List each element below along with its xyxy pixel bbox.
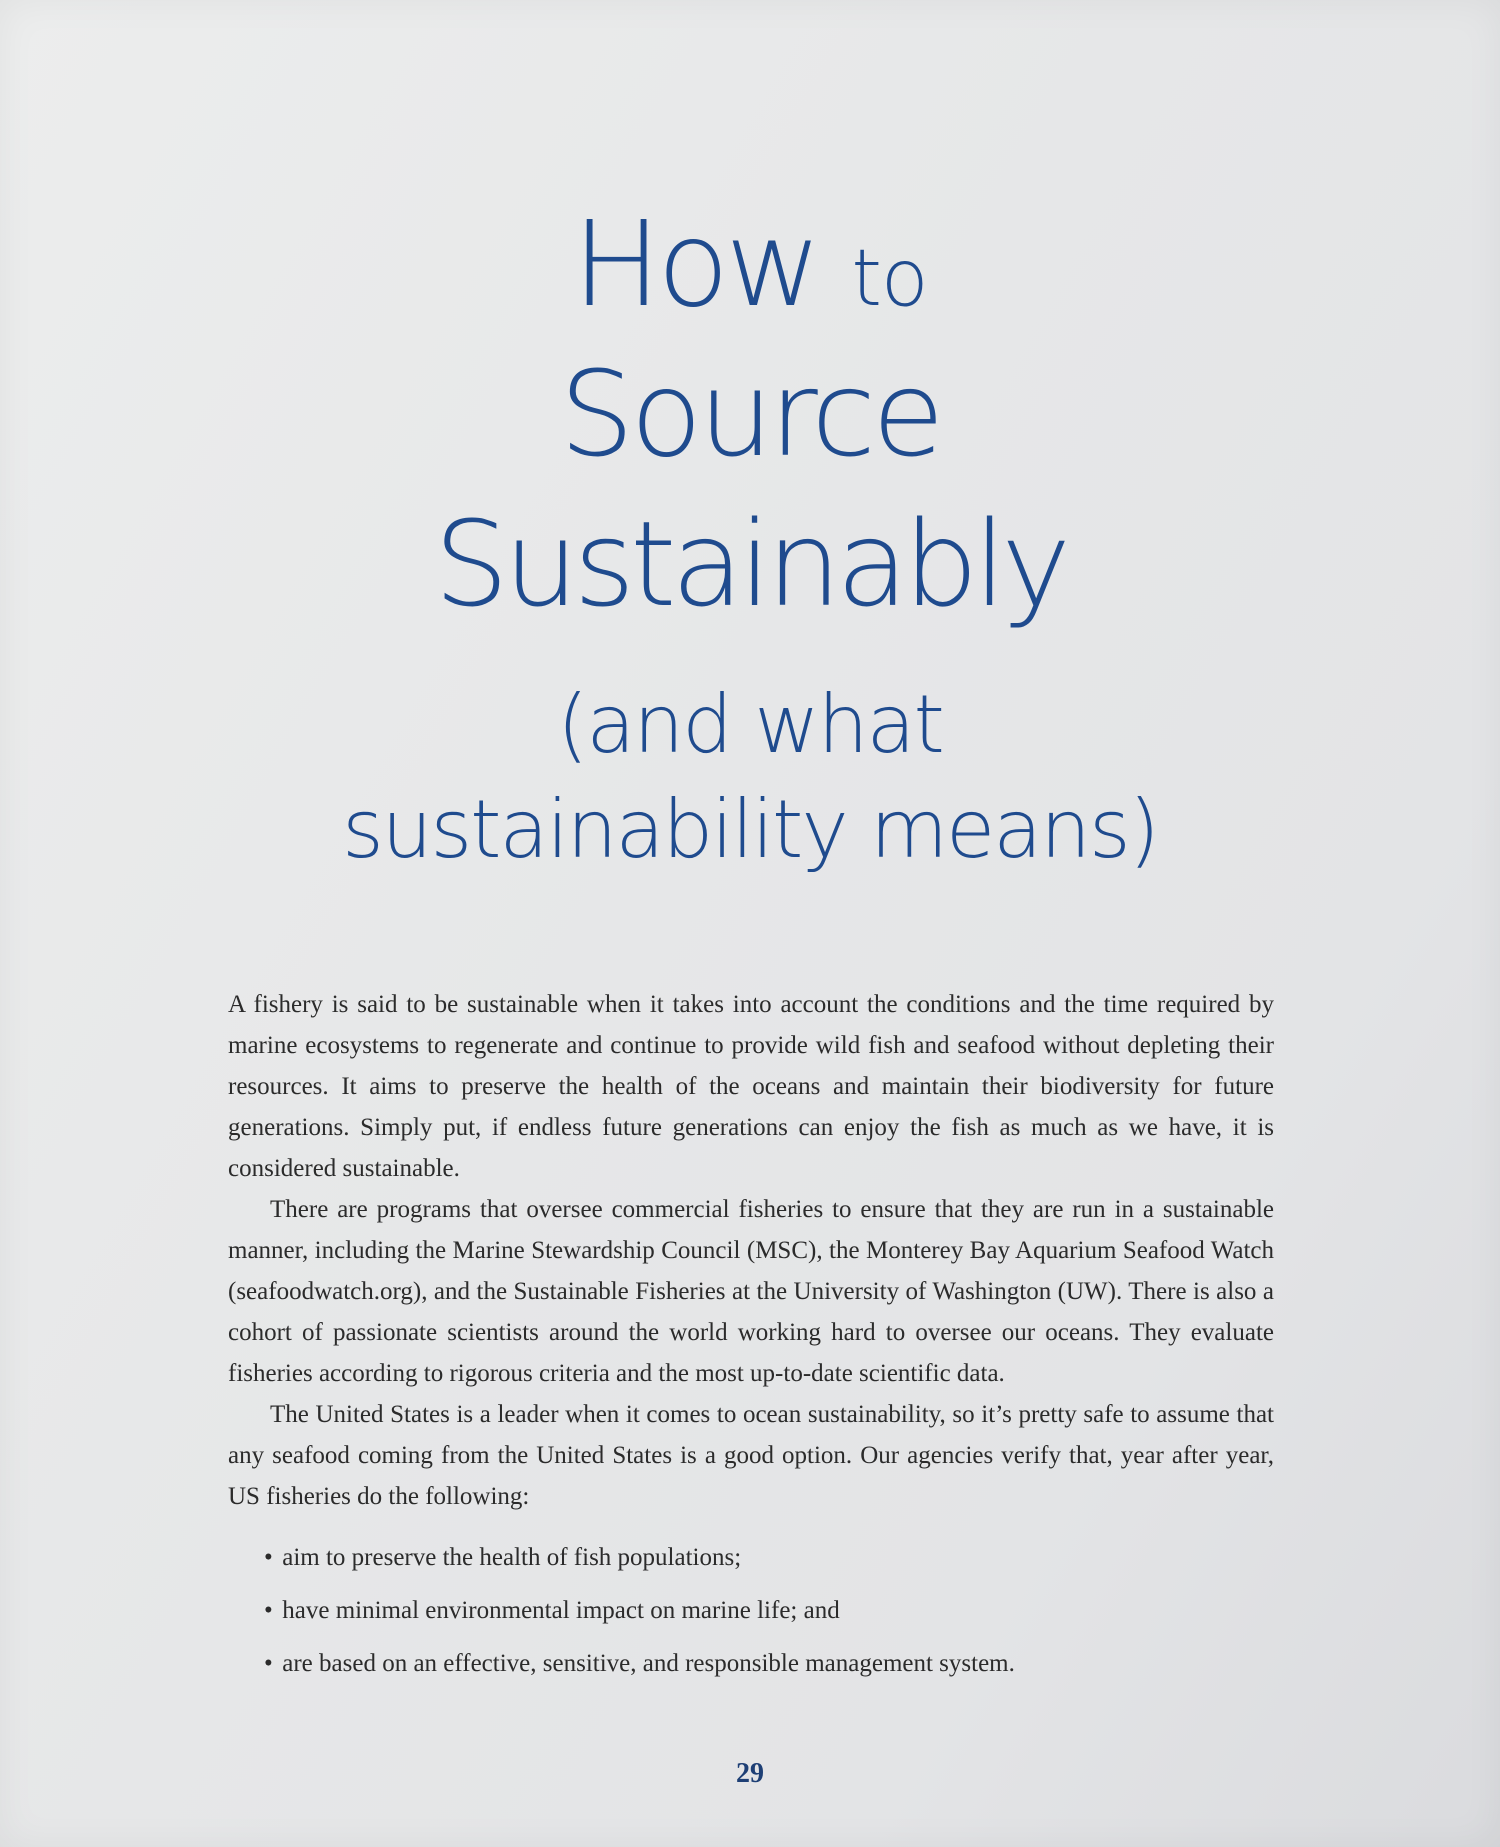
paragraph-3: The United States is a leader when it comes to ocean sustainability, so it’s pretty safe to assume that any seafood coming from the United States is a good option. Our agencies verify that, year after year, US fisheries do the following: bbox=[228, 1401, 1274, 1510]
title-line-2: Source bbox=[559, 345, 941, 483]
paragraph-2: There are programs that oversee commercial fisheries to ensure that they are run in a sustainable manner, including the Marine Stewardship Council (MSC), the Monterey Bay Aquarium Seafood Watch (seafoodwatch.org), and the Sustainable Fisheries at the University of Washington (UW). There is also a cohort of passionate scientists around the world working hard to oversee our oceans. They evaluate fisheries according to rigorous criteria and the most up-to-date scientific data. bbox=[228, 1196, 1274, 1387]
list-item bbox=[264, 1590, 1274, 1631]
subtitle-line-1: (and what bbox=[557, 678, 943, 771]
subtitle-line-2: sustainability means) bbox=[342, 783, 1158, 876]
title-word-to: to bbox=[851, 234, 928, 324]
page-number: 29 bbox=[736, 1758, 764, 1789]
list-item bbox=[264, 1537, 1274, 1578]
list-item-text: are based on an effective, sensitive, and responsible management system. bbox=[282, 1650, 1015, 1677]
bullet-list bbox=[228, 1537, 1274, 1684]
bullet-icon: • bbox=[264, 1650, 273, 1677]
list-item-text: aim to preserve the health of fish populations; bbox=[282, 1544, 742, 1571]
title-line-3: Sustainably bbox=[433, 495, 1067, 633]
bullet-icon: • bbox=[264, 1597, 273, 1624]
body-text bbox=[228, 984, 1274, 1696]
title-line-1 bbox=[0, 195, 1500, 355]
paragraph-1: A fishery is said to be sustainable when it takes into account the conditions and the time required by marine ecosystems to regenerate and continue to provide wild fish and seafood without depleting their resources. It aims to preserve the health of the oceans and maintain their biodiversity for future generations. Simply put, if endless future generations can enjoy the fish as much as we have, it is considered sustainable. bbox=[228, 991, 1274, 1182]
chapter-title bbox=[0, 195, 1500, 890]
list-item bbox=[264, 1643, 1274, 1684]
bullet-icon: • bbox=[264, 1544, 273, 1571]
title-word-how: How bbox=[572, 195, 818, 333]
list-item-text: have minimal environmental impact on marine life; and bbox=[282, 1597, 840, 1624]
